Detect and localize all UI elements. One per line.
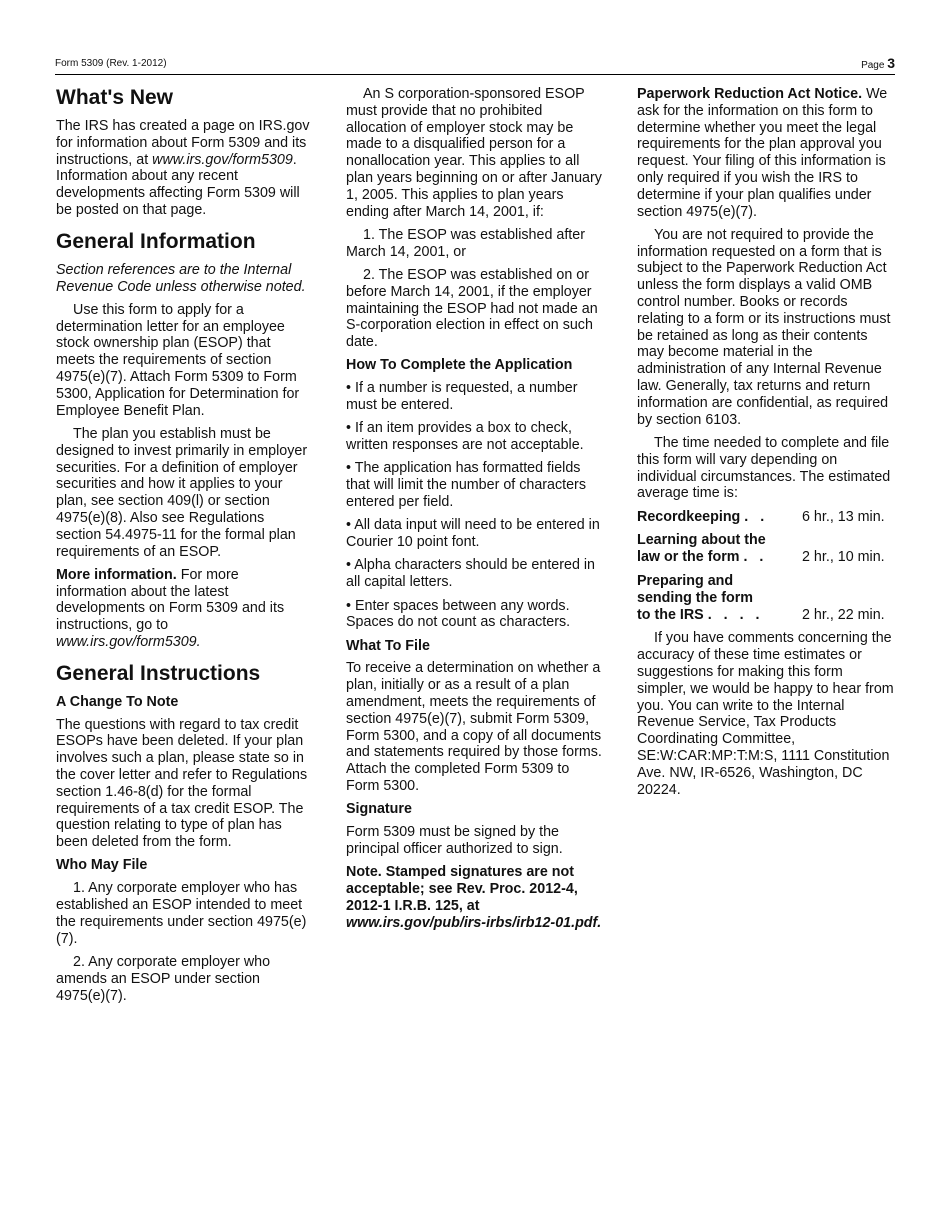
comments-paragraph: If you have comments concerning the accuracy of these time estimates or suggestions for making this form simpler, we would be happy to hear from you. You can write to the Internal Revenue Service, Tax Products Coordinating Committee, SE:W:CAR:MP:T:M:S, 1111 Constitution Ave. NW, IR-6526, Washington, DC 20224. — [637, 630, 894, 798]
stamped-signature-note — [346, 864, 606, 931]
s-corp-text: An S corporation-sponsored ESOP must provide that no prohibited allocation of employer stock may be made to a disqualified person for a nonallocation year. This applies to all plan years beginning on or after January 1, 2005. This applies to plan years ending after March 14, 2001, if: — [346, 86, 602, 220]
list-item: • If an item provides a box to check, written responses are not acceptable. — [346, 420, 584, 454]
time-row-learning — [637, 532, 895, 566]
time-value: 6 hr., 13 min. — [802, 508, 885, 525]
general-info-p1: Use this form to apply for a determination letter for an employee stock ownership plan (ESOP) that meets the requirements of section 4975(e)(7). Attach Form 5309 to Form 5300, Application for Determination for Employee Benefit Plan. — [56, 301, 300, 419]
form5309-link[interactable]: www.irs.gov/form5309 — [152, 151, 293, 168]
signature-text: Form 5309 must be signed by the principal officer authorized to sign. — [346, 824, 563, 857]
change-to-note-heading: A Change To Note — [56, 693, 179, 710]
list-item: • Alpha characters should be entered in all capital letters. — [346, 557, 596, 591]
whats-new-text — [56, 118, 312, 219]
time-label-line: law or the form — [637, 549, 740, 566]
pra-heading: Paperwork Reduction Act Notice. — [637, 86, 863, 102]
note-text: Note. Stamped signatures are not acceptable; see Rev. Proc. 2012-4, 2012-1 I.R.B. 125, at — [346, 864, 578, 914]
who-may-file-2: 2. Any corporate employer who amends an ESOP under section 4975(e)(7). — [56, 953, 271, 1004]
paperwork-notice — [637, 86, 895, 220]
time-label-line: to the IRS — [637, 606, 704, 623]
leader-dots: . . — [743, 549, 768, 566]
more-info-link[interactable]: www.irs.gov/form5309. — [56, 634, 201, 651]
signature-heading: Signature — [346, 801, 412, 818]
esop-item-2: 2. The ESOP was established on or before March 14, 2001, if the employer maintaining the ESOP had not made an S-corporation election in effect on such date. — [346, 266, 598, 351]
time-label-line: sending the form — [637, 589, 753, 606]
what-to-file-heading: What To File — [346, 637, 430, 654]
time-value: 2 hr., 22 min. — [802, 606, 885, 623]
more-information — [56, 567, 312, 651]
page-label: Page — [861, 60, 885, 71]
esop-item-1: 1. The ESOP was established after March 14, 2001, or — [346, 226, 585, 260]
list-item: • The application has formatted fields that will limit the number of characters entered per field. — [346, 460, 586, 511]
time-label-line: Recordkeeping — [637, 508, 741, 525]
whats-new-heading: What's New — [56, 86, 174, 109]
time-label-line: Learning about the — [637, 532, 766, 549]
change-to-note-text: The questions with regard to tax credit ESOPs have been deleted. If your plan involves such a plan, please state so in the cover letter and refer to Regulations section 1.46-8(d) for the formal requirements of a tax credit ESOP. The question relating to type of plan has been deleted from the form. — [56, 716, 308, 851]
who-may-file-heading: Who May File — [56, 857, 148, 874]
leader-dots: . . — [744, 508, 769, 525]
page-number — [861, 55, 895, 71]
time-label — [637, 573, 802, 623]
whats-new-text-a: The IRS has created a page on IRS.gov for information about Form 5309 and its instructions, at — [56, 118, 310, 168]
irb-link[interactable]: www.irs.gov/pub/irs-irbs/irb12-01.pdf. — [346, 914, 602, 931]
how-to-complete-heading: How To Complete the Application — [346, 357, 573, 374]
more-info-label: More information. — [56, 566, 177, 583]
time-needed-paragraph: The time needed to complete and file this form will vary depending on individual circumstances. The estimated average time is: — [637, 434, 891, 502]
who-may-file-1: 1. Any corporate employer who has established an ESOP intended to meet the requirements under section 4975(e)(7). — [56, 880, 307, 947]
general-info-p2: The plan you establish must be designed to invest primarily in employer securities. For a definition of employer securities and how it applies to your plan, see section 409(l) or section 4975(e)(8). Also see Regulations section 54.4975-11 for the formal plan requirements of an ESOP. — [56, 425, 308, 560]
what-to-file-text: To receive a determination on whether a plan, initially or as a result of a plan amendment, meets the requirements of section 4975(e)(7), submit Form 5309, Form 5300, and a copy of all documents and statements required by those forms. Attach the completed Form 5309 to Form 5300. — [346, 660, 602, 794]
time-label-line: Preparing and — [637, 573, 734, 590]
list-item: • All data input will need to be entered in Courier 10 point font. — [346, 517, 600, 551]
column-2 — [346, 86, 606, 938]
time-row-preparing — [637, 573, 895, 623]
section-note: Section references are to the Internal Revenue Code unless otherwise noted. — [56, 261, 306, 295]
whats-new-text-b: . Information about any recent developments affecting Form 5309 will be posted on that page. — [56, 151, 300, 218]
general-instructions-heading: General Instructions — [56, 661, 261, 685]
column-1 — [56, 86, 312, 1011]
pra-text: We ask for the information on this form to determine whether you meet the legal requirements for the plan approval you request. Your filing of this information is only required if you wish the IRS to determine if your plan qualifies under section 4975(e)(7). — [637, 86, 888, 220]
list-item: • Enter spaces between any words. Spaces do not count as characters. — [346, 597, 571, 631]
time-label — [637, 509, 802, 526]
column-3 — [637, 86, 895, 805]
time-label — [637, 532, 802, 566]
form-id: Form 5309 (Rev. 1-2012) — [55, 58, 167, 69]
more-info-text: For more information about the latest developments on Form 5309 and its instructions, go to — [56, 566, 285, 634]
time-row-recordkeeping — [637, 509, 895, 526]
page-header — [55, 56, 895, 75]
leader-dots: . . . . — [707, 606, 764, 623]
list-item: • If a number is requested, a number must be entered. — [346, 380, 578, 414]
general-info-heading: General Information — [56, 229, 256, 253]
page-number-value: 3 — [887, 55, 895, 71]
time-value: 2 hr., 10 min. — [802, 549, 885, 566]
omb-paragraph: You are not required to provide the information requested on a form that is subject to the Paperwork Reduction Act unless the form displays a valid OMB control number. Books or records relating to a form or its instructions must be retained as long as their contents may become material in the administration of any Internal Revenue law. Generally, tax returns and return information are confidential, as required by section 6103. — [637, 226, 891, 428]
